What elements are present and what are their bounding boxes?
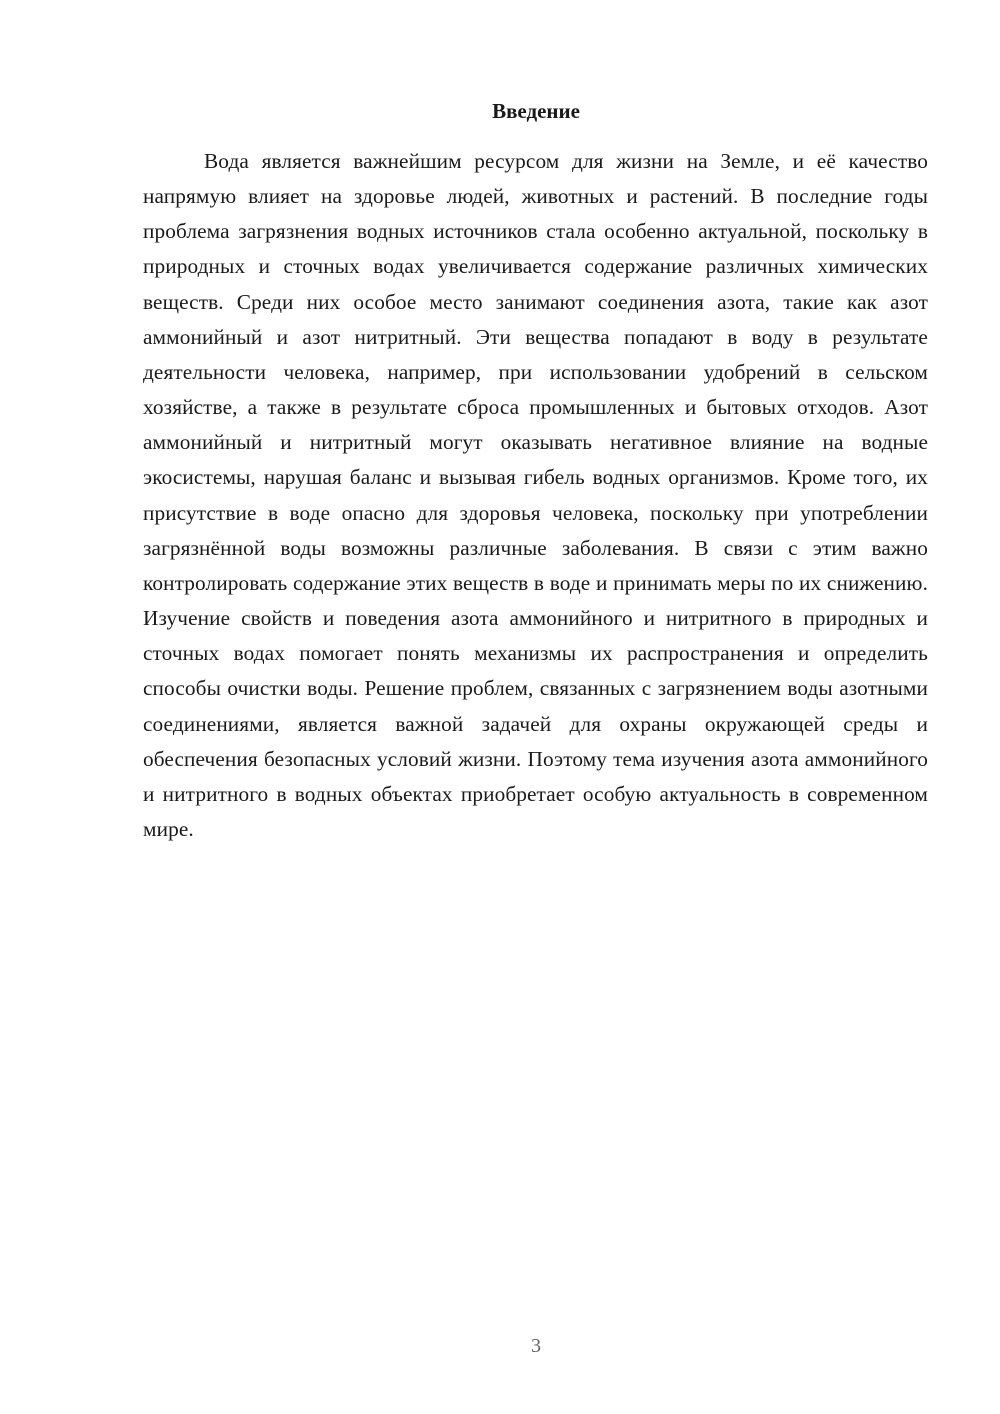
page-number: 3 xyxy=(531,1335,541,1357)
section-title: Введение xyxy=(492,99,580,123)
body-paragraph: Вода является важнейшим ресурсом для жизни на Земле, и её качество напрямую влияет на здоровье людей, животных и растений. В последние годы проблема загрязнения водных источников стала особенно актуальной, поскольку в природных и сточных водах увеличивается содержание различных химических веществ. Среди них особое место занимают соединения азота, такие как азот аммонийный и азот нитритный. Эти вещества попадают в воду в результате деятельности человека, например, при использовании удобрений в сельском хозяйстве, а также в результате сброса промышленных и бытовых отходов. Азот аммонийный и нитритный могут оказывать негативное влияние на водные экосистемы, нарушая баланс и вызывая гибель водных организмов. Кроме того, их присутствие в воде опасно для здоровья человека, поскольку при употреблении загрязнённой воды возможны различные заболевания. В связи с этим важно контролировать содержание этих веществ в воде и принимать меры по их снижению. Изучение свойств и поведения азота аммонийного и нитритного в природных и сточных водах помогает понять механизмы их распространения и определить способы очистки воды. Решение проблем, связанных с загрязнением воды азотными соединениями, является важной задачей для охраны окружающей среды и обеспечения безопасных условий жизни. Поэтому тема изучения азота аммонийного и нитритного в водных объектах приобретает особую актуальность в современном мире. xyxy=(143,149,928,841)
